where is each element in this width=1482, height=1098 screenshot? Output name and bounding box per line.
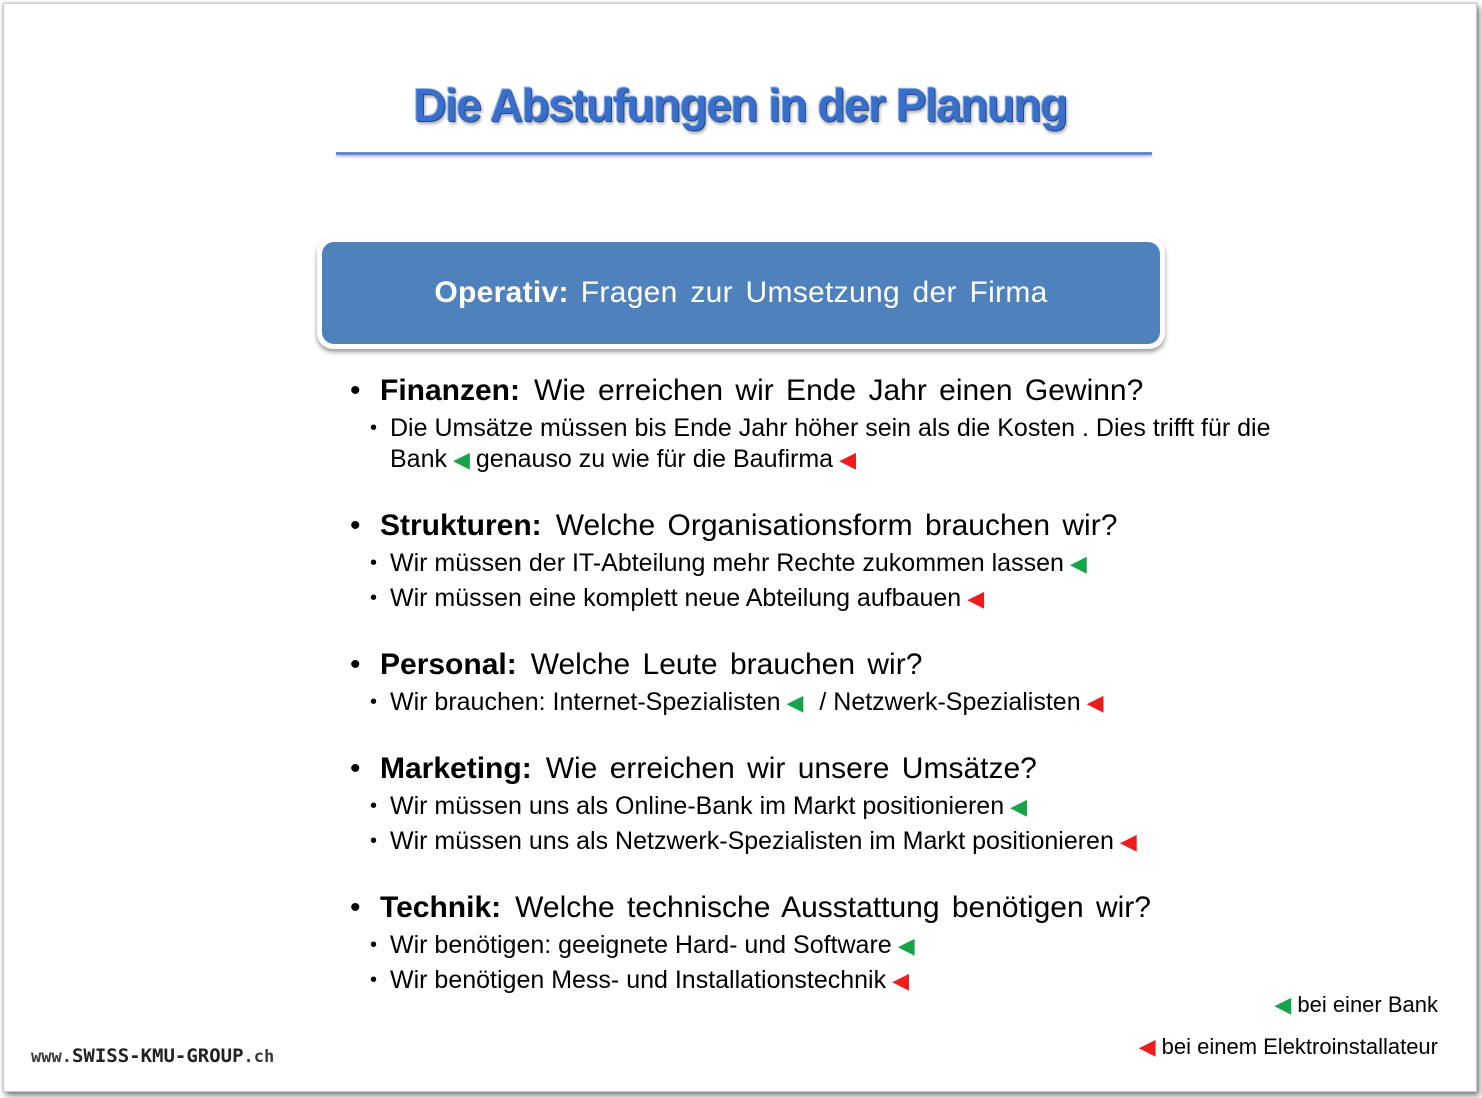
bullet-sub xyxy=(370,413,1410,475)
section-label: Technik: xyxy=(380,891,502,924)
section-label: Finanzen: xyxy=(380,374,520,407)
section-strukturen xyxy=(350,507,1410,614)
sub-text: Wir benötigen Mess- und Installationstechnik xyxy=(390,966,887,994)
red-triangle-icon: ◀ xyxy=(892,968,910,993)
operativ-text: Fragen zur Umsetzung der Firma xyxy=(580,276,1048,309)
bullet-content xyxy=(350,372,1410,1028)
bullet-main xyxy=(350,507,1410,545)
green-triangle-icon: ◀ xyxy=(1010,794,1028,819)
green-triangle-icon: ◀ xyxy=(897,933,915,958)
green-triangle-icon: ◀ xyxy=(1069,551,1087,576)
operativ-box xyxy=(317,237,1165,349)
bullet-sub xyxy=(370,826,1410,857)
section-personal xyxy=(350,646,1410,718)
section-question: Welche technische Ausstattung benötigen wir? xyxy=(515,891,1151,924)
bullet-sub xyxy=(370,965,1410,996)
bullet-icon: • xyxy=(370,587,378,609)
slide xyxy=(3,3,1477,1092)
bullet-icon: • xyxy=(350,374,361,407)
bullet-icon: • xyxy=(370,417,378,439)
sub-text: Die Umsätze müssen bis Ende Jahr höher sein als die Kosten . Dies trifft für die Bank xyxy=(390,414,1271,473)
page-title: Die Abstufungen in der Planung xyxy=(413,79,1067,131)
red-triangle-icon: ◀ xyxy=(839,447,856,472)
section-finanzen xyxy=(350,372,1410,475)
bullet-main xyxy=(350,889,1410,927)
sub-text: Wir benötigen: geeignete Hard- und Software xyxy=(390,931,892,959)
sub-text: Wir müssen der IT-Abteilung mehr Rechte zukommen lassen xyxy=(390,549,1064,577)
bullet-main xyxy=(350,646,1410,684)
section-label: Strukturen: xyxy=(380,509,542,542)
bullet-icon: • xyxy=(370,795,378,817)
red-triangle-icon: ◀ xyxy=(1086,690,1104,715)
section-technik xyxy=(350,889,1410,996)
bullet-icon: • xyxy=(350,509,361,542)
bullet-main xyxy=(350,372,1410,410)
logo-name: SWISS-KMU-GROUP xyxy=(71,1045,244,1067)
sub-text: genauso zu wie für die Baufirma xyxy=(475,445,834,473)
title-underline xyxy=(336,152,1152,155)
operativ-label: Operativ: xyxy=(434,276,569,309)
section-question: Wie erreichen wir Ende Jahr einen Gewinn? xyxy=(534,374,1144,407)
bullet-sub xyxy=(370,930,1410,961)
section-question: Welche Leute brauchen wir? xyxy=(530,648,923,681)
bullet-sub xyxy=(370,687,1410,718)
section-question: Welche Organisationsform brauchen wir? xyxy=(555,509,1118,542)
bullet-icon: • xyxy=(370,830,378,852)
bullet-main xyxy=(350,750,1410,788)
sub-text: Wir müssen eine komplett neue Abteilung aufbauen xyxy=(390,584,962,612)
bullet-sub xyxy=(370,548,1410,579)
logo xyxy=(31,1045,274,1067)
bullet-icon: • xyxy=(350,891,361,924)
section-label: Marketing: xyxy=(380,752,532,785)
green-triangle-icon: ◀ xyxy=(1274,992,1292,1017)
bullet-icon: • xyxy=(370,691,378,713)
red-triangle-icon: ◀ xyxy=(1138,1034,1156,1059)
section-marketing xyxy=(350,750,1410,857)
sub-text: Wir müssen uns als Netzwerk-Spezialisten im Markt positionieren xyxy=(390,827,1114,855)
green-triangle-icon: ◀ xyxy=(452,447,470,472)
section-label: Personal: xyxy=(380,648,517,681)
bullet-sub xyxy=(370,583,1410,614)
bullet-icon: • xyxy=(350,752,361,785)
sub-text: Wir müssen uns als Online-Bank im Markt positionieren xyxy=(390,792,1005,820)
green-triangle-icon: ◀ xyxy=(786,690,804,715)
sub-text: / Netzwerk-Spezialisten xyxy=(819,688,1081,716)
red-triangle-icon: ◀ xyxy=(1119,829,1137,854)
red-triangle-icon: ◀ xyxy=(967,586,985,611)
bullet-icon: • xyxy=(370,552,378,574)
logo-prefix: www. xyxy=(31,1047,72,1067)
bullet-icon: • xyxy=(370,934,378,956)
legend-elektro xyxy=(1133,1034,1438,1060)
bullet-sub xyxy=(370,791,1410,822)
bullet-icon: • xyxy=(350,648,361,681)
bullet-icon: • xyxy=(370,969,378,991)
section-question: Wie erreichen wir unsere Umsätze? xyxy=(545,752,1037,785)
legend-elektro-text: bei einem Elektroinstallateur xyxy=(1161,1034,1438,1059)
sub-text: Wir brauchen: Internet-Spezialisten xyxy=(390,688,781,716)
legend-bank xyxy=(1268,992,1438,1018)
logo-suffix: .ch xyxy=(243,1047,275,1067)
legend-bank-text: bei einer Bank xyxy=(1297,992,1438,1017)
operativ-box-inner xyxy=(322,242,1160,344)
